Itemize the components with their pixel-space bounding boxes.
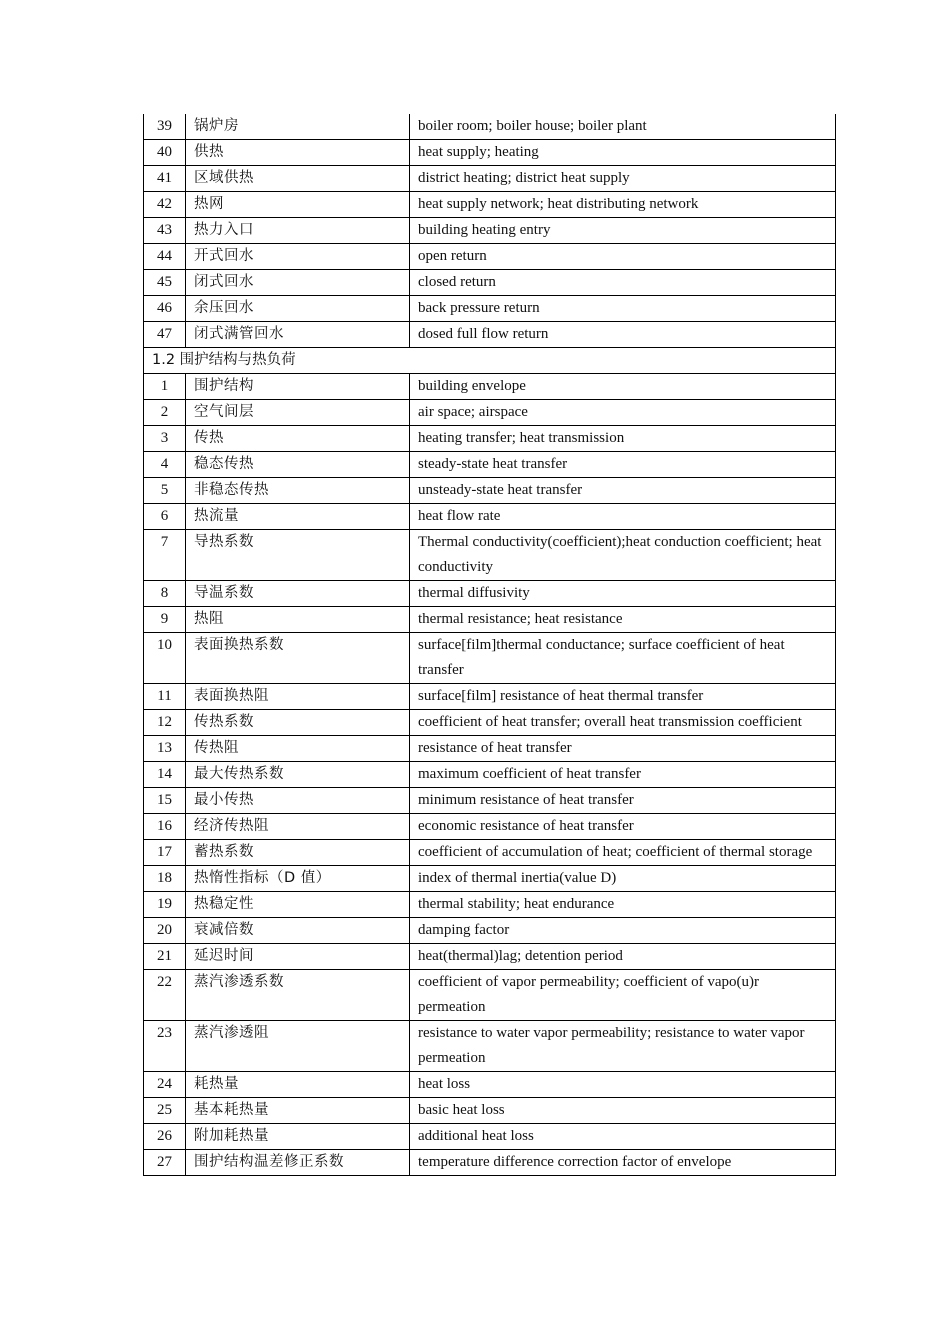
term-chinese: 传热阻 (186, 736, 410, 762)
term-english: surface[film]thermal conductance; surface coefficient of heat transfer (410, 633, 836, 684)
term-chinese: 基本耗热量 (186, 1098, 410, 1124)
term-english: open return (410, 244, 836, 270)
glossary-row (144, 478, 836, 504)
term-english: heating transfer; heat transmission (410, 426, 836, 452)
term-english: minimum resistance of heat transfer (410, 788, 836, 814)
glossary-row (144, 1072, 836, 1098)
glossary-row (144, 400, 836, 426)
term-number: 15 (144, 788, 186, 814)
term-chinese: 闭式回水 (186, 270, 410, 296)
glossary-part1 (144, 114, 836, 348)
term-chinese: 热阻 (186, 607, 410, 633)
term-number: 4 (144, 452, 186, 478)
term-number: 23 (144, 1021, 186, 1072)
glossary-row (144, 970, 836, 1021)
term-chinese: 表面换热系数 (186, 633, 410, 684)
term-english: air space; airspace (410, 400, 836, 426)
glossary-row (144, 710, 836, 736)
glossary-row (144, 140, 836, 166)
glossary-row (144, 1021, 836, 1072)
term-number: 6 (144, 504, 186, 530)
glossary-row (144, 192, 836, 218)
term-chinese: 耗热量 (186, 1072, 410, 1098)
term-english: steady-state heat transfer (410, 452, 836, 478)
glossary-row (144, 218, 836, 244)
term-english: basic heat loss (410, 1098, 836, 1124)
term-number: 2 (144, 400, 186, 426)
term-number: 25 (144, 1098, 186, 1124)
term-number: 17 (144, 840, 186, 866)
term-number: 39 (144, 114, 186, 140)
term-chinese: 表面换热阻 (186, 684, 410, 710)
term-chinese: 最大传热系数 (186, 762, 410, 788)
term-chinese: 围护结构 (186, 374, 410, 400)
term-chinese: 导温系数 (186, 581, 410, 607)
glossary-row (144, 504, 836, 530)
glossary-row (144, 762, 836, 788)
term-english: district heating; district heat supply (410, 166, 836, 192)
glossary-row (144, 426, 836, 452)
term-number: 46 (144, 296, 186, 322)
term-number: 10 (144, 633, 186, 684)
term-chinese: 热稳定性 (186, 892, 410, 918)
term-chinese: 热力入口 (186, 218, 410, 244)
glossary-row (144, 736, 836, 762)
term-chinese: 开式回水 (186, 244, 410, 270)
term-number: 14 (144, 762, 186, 788)
glossary-row (144, 840, 836, 866)
term-english: boiler room; boiler house; boiler plant (410, 114, 836, 140)
term-chinese: 热惰性指标（D 值） (186, 866, 410, 892)
glossary-row (144, 944, 836, 970)
glossary-row (144, 892, 836, 918)
term-number: 18 (144, 866, 186, 892)
term-number: 3 (144, 426, 186, 452)
term-english: temperature difference correction factor of envelope (410, 1150, 836, 1176)
glossary-row (144, 1098, 836, 1124)
term-number: 45 (144, 270, 186, 296)
glossary-row (144, 244, 836, 270)
term-chinese: 传热 (186, 426, 410, 452)
term-number: 7 (144, 530, 186, 581)
term-english: economic resistance of heat transfer (410, 814, 836, 840)
term-english: unsteady-state heat transfer (410, 478, 836, 504)
term-chinese: 延迟时间 (186, 944, 410, 970)
term-number: 5 (144, 478, 186, 504)
term-english: thermal diffusivity (410, 581, 836, 607)
glossary-row (144, 788, 836, 814)
term-number: 43 (144, 218, 186, 244)
term-chinese: 经济传热阻 (186, 814, 410, 840)
term-chinese: 热流量 (186, 504, 410, 530)
term-chinese: 非稳态传热 (186, 478, 410, 504)
term-chinese: 衰减倍数 (186, 918, 410, 944)
term-number: 42 (144, 192, 186, 218)
term-english: heat supply network; heat distributing network (410, 192, 836, 218)
term-number: 24 (144, 1072, 186, 1098)
term-chinese: 供热 (186, 140, 410, 166)
glossary-row (144, 684, 836, 710)
term-english: coefficient of heat transfer; overall heat transmission coefficient (410, 710, 836, 736)
term-english: heat flow rate (410, 504, 836, 530)
term-chinese: 蓄热系数 (186, 840, 410, 866)
term-english: heat(thermal)lag; detention period (410, 944, 836, 970)
term-number: 16 (144, 814, 186, 840)
term-chinese: 最小传热 (186, 788, 410, 814)
term-english: building envelope (410, 374, 836, 400)
glossary-row (144, 270, 836, 296)
glossary-row (144, 581, 836, 607)
glossary-row (144, 918, 836, 944)
term-number: 26 (144, 1124, 186, 1150)
term-number: 27 (144, 1150, 186, 1176)
glossary-row (144, 1150, 836, 1176)
term-chinese: 余压回水 (186, 296, 410, 322)
term-english: building heating entry (410, 218, 836, 244)
term-number: 47 (144, 322, 186, 348)
section-row (144, 348, 836, 374)
term-english: closed return (410, 270, 836, 296)
term-number: 1 (144, 374, 186, 400)
term-chinese: 区域供热 (186, 166, 410, 192)
term-number: 8 (144, 581, 186, 607)
term-english: back pressure return (410, 296, 836, 322)
glossary-row (144, 607, 836, 633)
term-english: additional heat loss (410, 1124, 836, 1150)
glossary-row (144, 814, 836, 840)
glossary-row (144, 374, 836, 400)
glossary-table (143, 114, 836, 1176)
term-number: 22 (144, 970, 186, 1021)
term-chinese: 热网 (186, 192, 410, 218)
glossary-section (144, 348, 836, 374)
term-english: thermal resistance; heat resistance (410, 607, 836, 633)
term-chinese: 传热系数 (186, 710, 410, 736)
term-chinese: 蒸汽渗透系数 (186, 970, 410, 1021)
term-number: 13 (144, 736, 186, 762)
term-number: 40 (144, 140, 186, 166)
glossary-row (144, 866, 836, 892)
glossary-page (143, 114, 835, 1176)
term-number: 21 (144, 944, 186, 970)
term-english: coefficient of accumulation of heat; coefficient of thermal storage (410, 840, 836, 866)
glossary-row (144, 322, 836, 348)
term-english: Thermal conductivity(coefficient);heat conduction coefficient; heat conductivity (410, 530, 836, 581)
term-number: 12 (144, 710, 186, 736)
term-chinese: 附加耗热量 (186, 1124, 410, 1150)
term-english: surface[film] resistance of heat thermal transfer (410, 684, 836, 710)
glossary-row (144, 166, 836, 192)
term-english: resistance to water vapor permeability; resistance to water vapor permeation (410, 1021, 836, 1072)
term-chinese: 锅炉房 (186, 114, 410, 140)
term-english: damping factor (410, 918, 836, 944)
term-chinese: 稳态传热 (186, 452, 410, 478)
term-number: 41 (144, 166, 186, 192)
term-english: heat supply; heating (410, 140, 836, 166)
term-number: 20 (144, 918, 186, 944)
glossary-row (144, 452, 836, 478)
glossary-row (144, 114, 836, 140)
term-chinese: 闭式满管回水 (186, 322, 410, 348)
term-number: 44 (144, 244, 186, 270)
section-title: 1.2 围护结构与热负荷 (144, 348, 836, 374)
term-number: 9 (144, 607, 186, 633)
term-english: heat loss (410, 1072, 836, 1098)
term-number: 11 (144, 684, 186, 710)
term-english: maximum coefficient of heat transfer (410, 762, 836, 788)
term-english: dosed full flow return (410, 322, 836, 348)
term-english: coefficient of vapor permeability; coefficient of vapo(u)r permeation (410, 970, 836, 1021)
glossary-row (144, 530, 836, 581)
glossary-row (144, 1124, 836, 1150)
term-chinese: 导热系数 (186, 530, 410, 581)
glossary-row (144, 296, 836, 322)
term-chinese: 空气间层 (186, 400, 410, 426)
term-english: resistance of heat transfer (410, 736, 836, 762)
term-english: thermal stability; heat endurance (410, 892, 836, 918)
term-number: 19 (144, 892, 186, 918)
term-english: index of thermal inertia(value D) (410, 866, 836, 892)
glossary-row (144, 633, 836, 684)
term-chinese: 围护结构温差修正系数 (186, 1150, 410, 1176)
glossary-part2 (144, 374, 836, 1176)
term-chinese: 蒸汽渗透阻 (186, 1021, 410, 1072)
